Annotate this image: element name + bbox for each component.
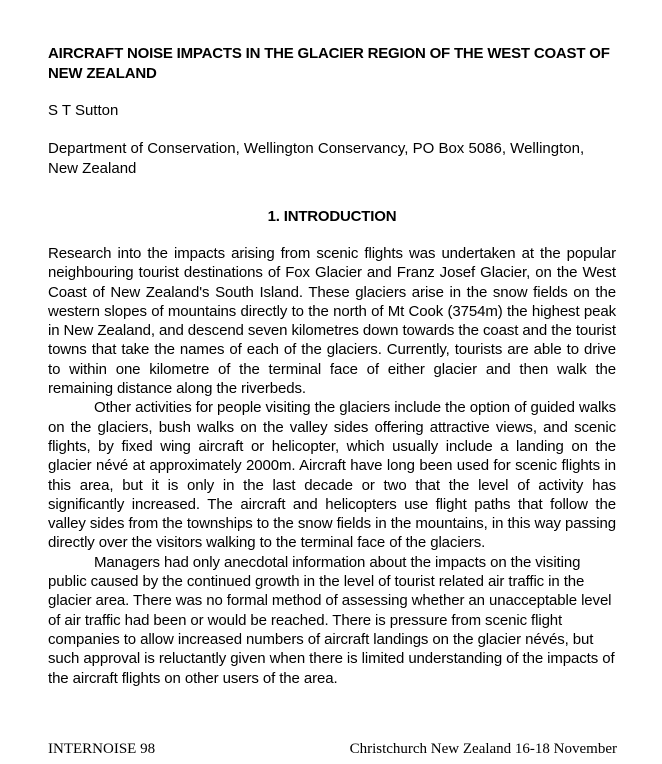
- section-heading: 1. INTRODUCTION: [267, 208, 397, 225]
- author-name: S T Sutton: [48, 102, 119, 119]
- paper-page: [48, 44, 616, 688]
- section-body: [48, 244, 616, 688]
- footer-location-date: Christchurch New Zealand 16-18 November: [349, 741, 617, 757]
- paper-title: AIRCRAFT NOISE IMPACTS IN THE GLACIER REGION OF THE WEST COAST OF NEW ZEALAND: [48, 45, 610, 82]
- paragraph-2: Other activities for people visiting the glaciers include the option of guided walks on the glaciers, bush walks on the valley sides offering attractive views, and scenic flights, by fixed wing aircraft or helicopter, which usually include a landing on the glacier névé at approximately 2000m. Aircraft have long been used for scenic flights in this area, but it is only in the last decade or two that the level of activity has significantly increased. The aircraft and helicopters use flight paths that follow the valley sides from the townships to the snow fields in the mountains, in this way passing directly over the visitors walking to the terminal face of the glaciers.: [48, 399, 616, 552]
- footer-conference: INTERNOISE 98: [48, 741, 156, 757]
- paragraph-1: Research into the impacts arising from scenic flights was undertaken at the popular neighbouring tourist destinations of Fox Glacier and Franz Josef Glacier, on the West Coast of New Zealand's South Island. These glaciers arise in the snow fields on the western slopes of mountains directly to the north of Mt Cook (3754m) the highest peak in New Zealand, and descend seven kilometres down towards the coast and the tourist towns that take the names of each of the glaciers. Currently, tourists are able to drive to within one kilometre of the terminal face of either glacier and then walk the remaining distance along the riverbeds.: [48, 245, 616, 398]
- author-affiliation: Department of Conservation, Wellington Conservancy, PO Box 5086, Wellington, New Zealand: [48, 140, 585, 177]
- paragraph-3: Managers had only anecdotal information about the impacts on the visiting public caused by the continued growth in the level of tourist related air traffic in the glacier area. There was no formal method of assessing whether an unacceptable level of air traffic had been or would be reached. There is pressure from scenic flight companies to allow increased numbers of aircraft landings on the glacier névés, but such approval is reluctantly given when there is limited understanding of the impacts of the aircraft flights on other users of the area.: [48, 553, 615, 687]
